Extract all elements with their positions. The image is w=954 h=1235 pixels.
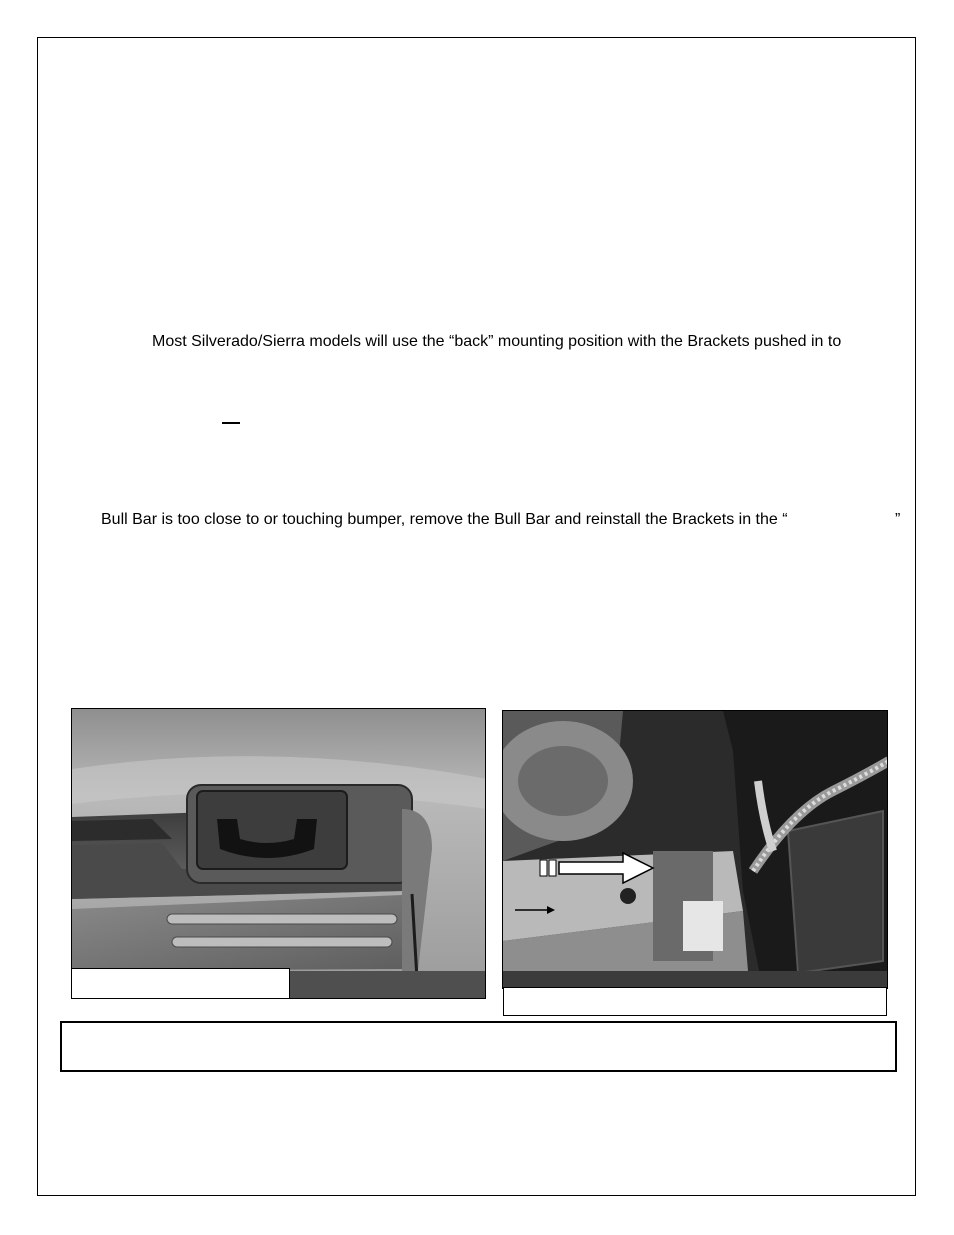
dash-mark — [222, 422, 240, 424]
mounting-position-text: Most Silverado/Sierra models will use the “back” mounting position with the Brackets pushed in to — [152, 333, 842, 350]
frame-mount-photo — [502, 710, 888, 989]
left-photo-caption — [71, 968, 290, 999]
bumper-tow-hook-illustration — [72, 709, 486, 999]
frame-mount-illustration — [503, 711, 888, 989]
note-box — [60, 1021, 897, 1072]
bumper-tow-hook-photo — [71, 708, 486, 999]
bull-bar-text: Bull Bar is too close to or touching bumper, remove the Bull Bar and reinstall the Brackets in the “ — [101, 511, 788, 528]
bull-bar-text-close-quote: ” — [895, 511, 901, 528]
right-photo-caption — [503, 987, 887, 1016]
